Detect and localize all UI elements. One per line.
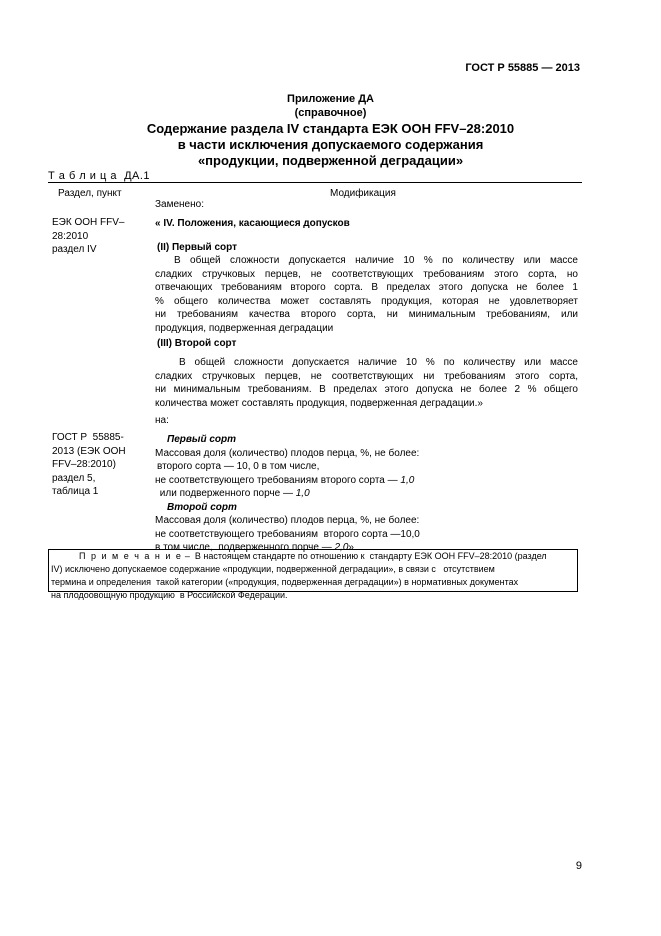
first-grade-heading: (II) Первый сорт <box>157 242 238 253</box>
row2-section-line: ГОСТ Р 55885- <box>52 432 124 443</box>
nonconform-text: не соответствующего требованиям второго сорта — <box>155 474 401 486</box>
row2-section-line: таблица 1 <box>52 486 99 497</box>
mass-share-line: Массовая доля (количество) плодов перца, %, не более: <box>155 447 420 459</box>
column-header-modification: Модификация <box>330 188 396 199</box>
decay-value-2: 2,0 <box>334 542 349 553</box>
decay-text-2: в том числе, подверженного порче — <box>155 542 335 553</box>
decay-close-quote: » <box>348 542 354 553</box>
mass-share-line-2: Массовая доля (количество) плодов перца, %, не более: <box>155 515 420 526</box>
row2-section-line: 2013 (ЕЭК ООН <box>52 445 126 457</box>
appendix-title <box>0 92 661 120</box>
document-title <box>0 121 661 169</box>
second-grade-heading-new: Второй сорт <box>167 501 237 513</box>
first-grade-line: % общего количества может составлять продукция, которая не удовлетворяет <box>155 295 578 307</box>
column-header-section: Раздел, пункт <box>58 188 122 199</box>
row2-section <box>52 431 152 499</box>
nonconform-line-2: не соответствующего требованиям второго сорта —10,0 <box>155 528 420 540</box>
decay-value: 1,0 <box>295 488 310 499</box>
second-grade-line: ни минимальным требованиям. В пределах этого допуска не более 2 % общего <box>155 384 578 395</box>
second-grade-line: В общей сложности допускается наличие 10 % по количеству или массе <box>179 357 578 368</box>
note-text-line2: IV) исключено допускаемое содержание «продукции, подверженной деградации», в связи с отсутствием <box>51 564 495 574</box>
decay-text: или подверженного порче — <box>157 488 296 499</box>
first-grade-line: сладких стручковых перцев, не соответствующих требованиям этого сорта, но <box>155 268 578 280</box>
note-box <box>48 549 578 600</box>
second-grade-heading: (III) Второй сорт <box>157 338 237 349</box>
nonconform-value: 1,0 <box>400 474 415 486</box>
second-grade-share-line: второго сорта — 10, 0 в том числе, <box>157 461 320 472</box>
first-grade-text <box>155 254 578 335</box>
note-line1 <box>51 550 575 563</box>
row2-modification <box>155 433 580 555</box>
second-grade-text <box>155 356 578 410</box>
decay-line <box>155 487 580 501</box>
note-text-line4: на плодоовощную продукцию в Российской Федерации. <box>51 590 288 600</box>
appendix-title-line: Приложение ДА <box>287 93 374 105</box>
table-top-border <box>48 182 582 183</box>
document-title-line3: «продукции, подверженной деградации» <box>197 153 464 168</box>
document-title-line1: Содержание раздела IV стандарта ЕЭК ООН FFV–28:2010 <box>146 121 515 136</box>
row1-section-line: ЕЭК ООН FFV– <box>52 217 125 228</box>
row2-section-line: FFV–28:2010) <box>52 459 116 470</box>
row2-section-line: раздел 5, <box>52 472 96 484</box>
page-number: 9 <box>575 860 582 872</box>
note-label: П р и м е ч а н и е <box>79 551 183 561</box>
first-grade-line: продукция, подверженная деградации <box>155 322 334 334</box>
on-label: на: <box>155 415 169 426</box>
second-grade-line: сладких стручковых перцев, не соответствующих ни требованиям этого сорта, <box>155 370 578 382</box>
row1-section-line: 28:2010 <box>52 230 89 242</box>
second-grade-line: количества может составлять продукция, подверженная деградации.» <box>155 397 483 409</box>
standard-header: ГОСТ Р 55885 — 2013 <box>465 62 580 74</box>
appendix-subtitle: (справочное) <box>294 107 367 119</box>
row1-section <box>52 216 152 257</box>
first-grade-line: ни требованиям качества второго сорта, ни минимальным требованиям, или <box>155 309 578 320</box>
note-text-line3: термина и определения такой категории («продукция, подверженная деградации») в нормативных документах <box>51 577 519 587</box>
first-grade-line: В общей сложности допускается наличие 10 % по количеству или массе <box>174 255 578 266</box>
provisions-heading: « IV. Положения, касающиеся допусков <box>155 218 350 229</box>
replaced-label: Заменено: <box>155 199 204 210</box>
document-title-line2: в части исключения допускаемого содержания <box>177 137 484 152</box>
row1-section-line: раздел IV <box>52 244 97 255</box>
first-grade-heading-new: Первый сорт <box>167 434 236 445</box>
table-caption: Т а б л и ц а ДА.1 <box>48 170 151 182</box>
first-grade-line: отвечающих требованиям второго сорта. В пределах этого допуска не более 1 <box>155 282 578 293</box>
nonconform-line <box>155 474 580 488</box>
note-text-line1: – В настоящем стандарте по отношению к стандарту ЕЭК ООН FFV–28:2010 (раздел <box>182 551 547 561</box>
